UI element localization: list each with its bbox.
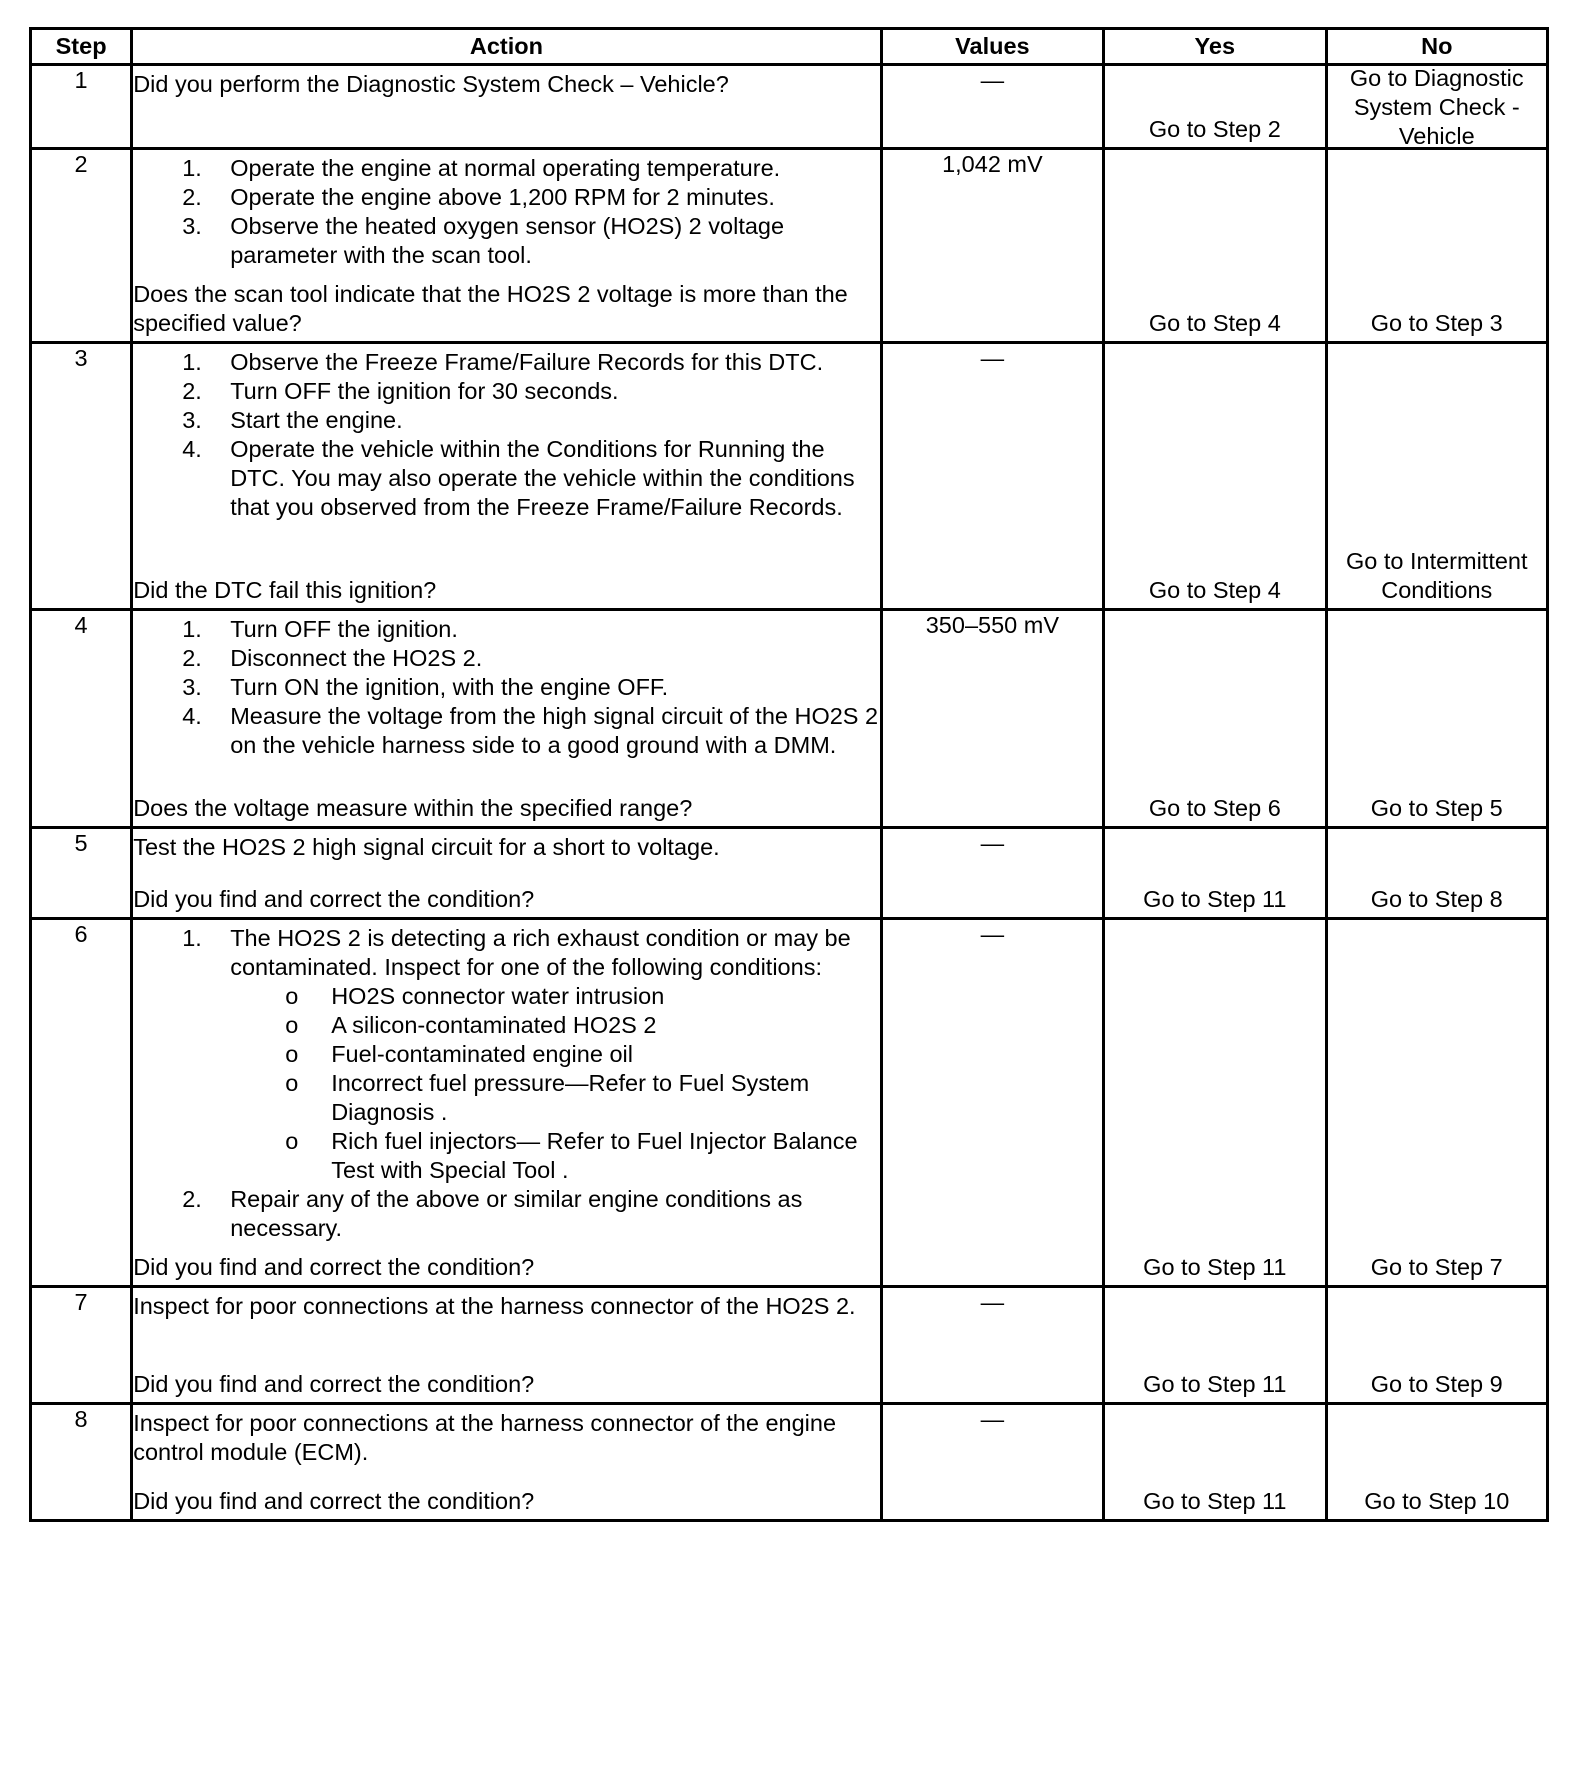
- no-result-wrap: [1328, 611, 1546, 826]
- yes-cell: [1104, 65, 1326, 149]
- instruction-text: Operate the engine above 1,200 RPM for 2 minutes.: [230, 184, 775, 210]
- bullet-icon: o: [285, 1012, 299, 1038]
- no-result-wrap: [1328, 66, 1546, 147]
- no-cell: [1326, 1287, 1547, 1404]
- sub-list-container: [133, 982, 879, 1185]
- header-yes: Yes: [1104, 29, 1326, 65]
- action-content: [133, 344, 879, 608]
- no-result-wrap: [1328, 920, 1546, 1285]
- no-result: Go to Step 3: [1370, 310, 1503, 336]
- instruction-number: 2.: [182, 645, 202, 671]
- instruction-number: 3.: [182, 674, 202, 700]
- header-values: Values: [881, 29, 1103, 65]
- yes-result: Go to Step 11: [1143, 1371, 1287, 1397]
- bullet-icon: o: [285, 983, 299, 1009]
- step-number: 4: [31, 610, 132, 828]
- instruction-number: 3.: [182, 407, 202, 433]
- instruction-item: [133, 154, 879, 183]
- no-cell: [1326, 828, 1547, 919]
- instruction-number: 4.: [182, 436, 202, 462]
- step-number: 5: [31, 828, 132, 919]
- header-action: Action: [132, 29, 881, 65]
- instruction-text: Disconnect the HO2S 2.: [230, 645, 483, 671]
- action-instructions: [133, 348, 879, 522]
- instruction-text-wrap: [230, 212, 879, 270]
- yes-result: Go to Step 4: [1148, 310, 1281, 336]
- header-row: [31, 29, 1548, 65]
- action-intro: Inspect for poor connections at the harness connector of the engine control module (ECM).: [133, 1410, 837, 1465]
- action-cell: [132, 1287, 881, 1404]
- action-cell: [132, 65, 881, 149]
- action-cell: [132, 149, 881, 343]
- yes-result: Go to Step 11: [1143, 886, 1287, 912]
- instruction-text-wrap: [230, 377, 879, 406]
- instruction-item: [133, 1185, 879, 1243]
- diagnostic-table: [29, 27, 1549, 1522]
- instruction-text: Operate the vehicle within the Conditions for Running the DTC. You may also operate the vehicle within the conditions that you observed from the Freeze Frame/Failure Records.: [230, 436, 855, 520]
- instruction-number: 1.: [182, 925, 202, 951]
- step-number: 1: [31, 65, 132, 149]
- instruction-item: [133, 702, 879, 760]
- action-instructions: [133, 615, 879, 760]
- no-result-wrap: [1328, 150, 1546, 341]
- sub-list-item: [133, 982, 879, 1011]
- instruction-item: [133, 377, 879, 406]
- yes-result: Go to Step 2: [1148, 116, 1281, 142]
- value-cell: —: [881, 1404, 1103, 1521]
- instruction-text-wrap: [230, 154, 879, 183]
- yes-result-wrap: [1105, 1405, 1324, 1519]
- no-cell: [1326, 149, 1547, 343]
- header-step: Step: [31, 29, 132, 65]
- yes-result-wrap: [1105, 611, 1324, 826]
- instruction-number: 4.: [182, 703, 202, 729]
- sub-list-item: [133, 1011, 879, 1040]
- no-result: Go to Step 9: [1370, 1371, 1503, 1397]
- instruction-text: The HO2S 2 is detecting a rich exhaust condition or may be contaminated. Inspect for one of the following conditions:: [230, 925, 851, 980]
- instruction-item: [133, 183, 879, 212]
- action-question: Did the DTC fail this ignition?: [133, 577, 437, 603]
- action-content: [133, 1288, 879, 1402]
- action-question: Did you find and correct the condition?: [133, 886, 535, 912]
- instruction-text-wrap: [230, 183, 879, 212]
- value-cell: 350–550 mV: [881, 610, 1103, 828]
- bullet-icon: o: [285, 1041, 299, 1067]
- table-row: [31, 1404, 1548, 1521]
- instruction-text: Observe the heated oxygen sensor (HO2S) 2 voltage parameter with the scan tool.: [230, 213, 785, 268]
- sub-list-item: [133, 1069, 879, 1127]
- instruction-text-wrap: [230, 1185, 879, 1243]
- action-content: [133, 611, 879, 826]
- sub-item-text: A silicon-contaminated HO2S 2: [331, 1012, 657, 1038]
- action-content: [133, 1405, 879, 1519]
- instruction-item: [133, 348, 879, 377]
- instruction-list: [133, 348, 879, 522]
- yes-cell: [1104, 149, 1326, 343]
- step-number: 2: [31, 149, 132, 343]
- value-cell: —: [881, 1287, 1103, 1404]
- sub-item-text: Rich fuel injectors— Refer to Fuel Injector Balance Test with Special Tool .: [331, 1128, 858, 1183]
- step-number: 7: [31, 1287, 132, 1404]
- instruction-number: 2.: [182, 184, 202, 210]
- no-cell: [1326, 610, 1547, 828]
- sub-item-text: Fuel-contaminated engine oil: [331, 1041, 633, 1067]
- yes-result-wrap: [1105, 920, 1324, 1285]
- instruction-list: [133, 615, 879, 760]
- instruction-number: 3.: [182, 213, 202, 239]
- action-instructions: [133, 924, 879, 1243]
- yes-cell: [1104, 610, 1326, 828]
- no-cell: [1326, 343, 1547, 610]
- action-question: Did you find and correct the condition?: [133, 1254, 535, 1280]
- instruction-text: Operate the engine at normal operating temperature.: [230, 155, 781, 181]
- value-cell: —: [881, 65, 1103, 149]
- instruction-number: 1.: [182, 155, 202, 181]
- no-result: Go to Step 5: [1370, 795, 1503, 821]
- yes-result: Go to Step 11: [1143, 1488, 1287, 1514]
- yes-result: Go to Step 11: [1143, 1254, 1287, 1280]
- instruction-item: [133, 435, 879, 522]
- bullet-icon: o: [285, 1128, 299, 1154]
- instruction-text: Turn ON the ignition, with the engine OFF.: [230, 674, 669, 700]
- no-result-wrap: [1328, 344, 1546, 608]
- yes-result-wrap: [1105, 150, 1324, 341]
- no-cell: [1326, 65, 1547, 149]
- sub-list-item: [133, 1127, 879, 1185]
- action-question: Does the voltage measure within the specified range?: [133, 795, 693, 821]
- instruction-text: Start the engine.: [230, 407, 403, 433]
- instruction-text-wrap: [230, 615, 879, 644]
- action-content: [133, 150, 879, 341]
- action-instructions: [133, 1409, 879, 1467]
- yes-cell: [1104, 1287, 1326, 1404]
- action-content: [133, 920, 879, 1285]
- sub-item-text: HO2S connector water intrusion: [331, 983, 665, 1009]
- instruction-number: 1.: [182, 349, 202, 375]
- action-instructions: [133, 154, 879, 270]
- action-content: [133, 66, 879, 147]
- instruction-item: [133, 615, 879, 644]
- no-result: Go to Step 10: [1364, 1488, 1510, 1514]
- table-row: [31, 65, 1548, 149]
- action-cell: [132, 919, 881, 1287]
- sub-list: [133, 982, 879, 1185]
- action-cell: [132, 610, 881, 828]
- instruction-item: [133, 924, 879, 982]
- value-cell: —: [881, 343, 1103, 610]
- bullet-icon: o: [285, 1070, 299, 1096]
- yes-cell: [1104, 1404, 1326, 1521]
- instruction-text: Observe the Freeze Frame/Failure Records for this DTC.: [230, 349, 824, 375]
- table-row: [31, 1287, 1548, 1404]
- no-result: Go to Step 8: [1370, 886, 1503, 912]
- instruction-text-wrap: [230, 348, 879, 377]
- instruction-text-wrap: [230, 702, 879, 760]
- instruction-text-wrap: [230, 924, 879, 982]
- instruction-text: Turn OFF the ignition.: [230, 616, 458, 642]
- value-cell: —: [881, 919, 1103, 1287]
- no-cell: [1326, 1404, 1547, 1521]
- no-result-wrap: [1328, 1405, 1546, 1519]
- action-instructions: [133, 1292, 879, 1321]
- step-number: 6: [31, 919, 132, 1287]
- no-cell: [1326, 919, 1547, 1287]
- action-intro: Test the HO2S 2 high signal circuit for a short to voltage.: [133, 834, 720, 860]
- yes-result: Go to Step 6: [1148, 795, 1281, 821]
- action-cell: [132, 343, 881, 610]
- instruction-text: Turn OFF the ignition for 30 seconds.: [230, 378, 619, 404]
- no-result: Go to Diagnostic System Check - Vehicle: [1349, 64, 1524, 149]
- no-result: Go to Step 7: [1370, 1254, 1503, 1280]
- instruction-number: 1.: [182, 616, 202, 642]
- action-question: Did you find and correct the condition?: [133, 1488, 535, 1514]
- value-cell: 1,042 mV: [881, 149, 1103, 343]
- table-row: [31, 610, 1548, 828]
- action-instructions: [133, 833, 879, 862]
- step-number: 8: [31, 1404, 132, 1521]
- yes-cell: [1104, 343, 1326, 610]
- instruction-text-wrap: [230, 406, 879, 435]
- value-cell: —: [881, 828, 1103, 919]
- instruction-number: 2.: [182, 378, 202, 404]
- no-result-wrap: [1328, 829, 1546, 917]
- yes-result-wrap: [1105, 344, 1324, 608]
- yes-result: Go to Step 4: [1148, 577, 1281, 603]
- table-row: [31, 149, 1548, 343]
- no-result-wrap: [1328, 1288, 1546, 1402]
- no-result: Go to Intermittent Conditions: [1345, 548, 1528, 603]
- instruction-text-wrap: [230, 435, 879, 522]
- sub-list-item: [133, 1040, 879, 1069]
- yes-cell: [1104, 828, 1326, 919]
- instruction-text: Measure the voltage from the high signal circuit of the HO2S 2 on the vehicle harness side to a good ground with a DMM.: [230, 703, 879, 758]
- yes-result-wrap: [1105, 1288, 1324, 1402]
- action-question: Did you find and correct the condition?: [133, 1371, 535, 1397]
- instruction-item: [133, 406, 879, 435]
- instruction-text-wrap: [230, 644, 879, 673]
- header-no: No: [1326, 29, 1547, 65]
- action-intro: Did you perform the Diagnostic System Check – Vehicle?: [133, 71, 729, 97]
- action-instructions: [133, 70, 879, 99]
- yes-result-wrap: [1105, 66, 1324, 147]
- instruction-list: [133, 924, 879, 1243]
- step-number: 3: [31, 343, 132, 610]
- table-row: [31, 828, 1548, 919]
- table-row: [31, 343, 1548, 610]
- instruction-item: [133, 673, 879, 702]
- yes-result-wrap: [1105, 829, 1324, 917]
- instruction-item: [133, 212, 879, 270]
- action-question: Does the scan tool indicate that the HO2S 2 voltage is more than the specified value?: [133, 281, 848, 336]
- yes-cell: [1104, 919, 1326, 1287]
- sub-item-text: Incorrect fuel pressure—Refer to Fuel System Diagnosis .: [331, 1070, 810, 1125]
- instruction-list: [133, 154, 879, 270]
- action-content: [133, 829, 879, 917]
- action-cell: [132, 828, 881, 919]
- action-intro: Inspect for poor connections at the harness connector of the HO2S 2.: [133, 1293, 856, 1319]
- instruction-item: [133, 644, 879, 673]
- instruction-number: 2.: [182, 1186, 202, 1212]
- instruction-text-wrap: [230, 673, 879, 702]
- instruction-text: Repair any of the above or similar engine conditions as necessary.: [230, 1186, 803, 1241]
- table-row: [31, 919, 1548, 1287]
- action-cell: [132, 1404, 881, 1521]
